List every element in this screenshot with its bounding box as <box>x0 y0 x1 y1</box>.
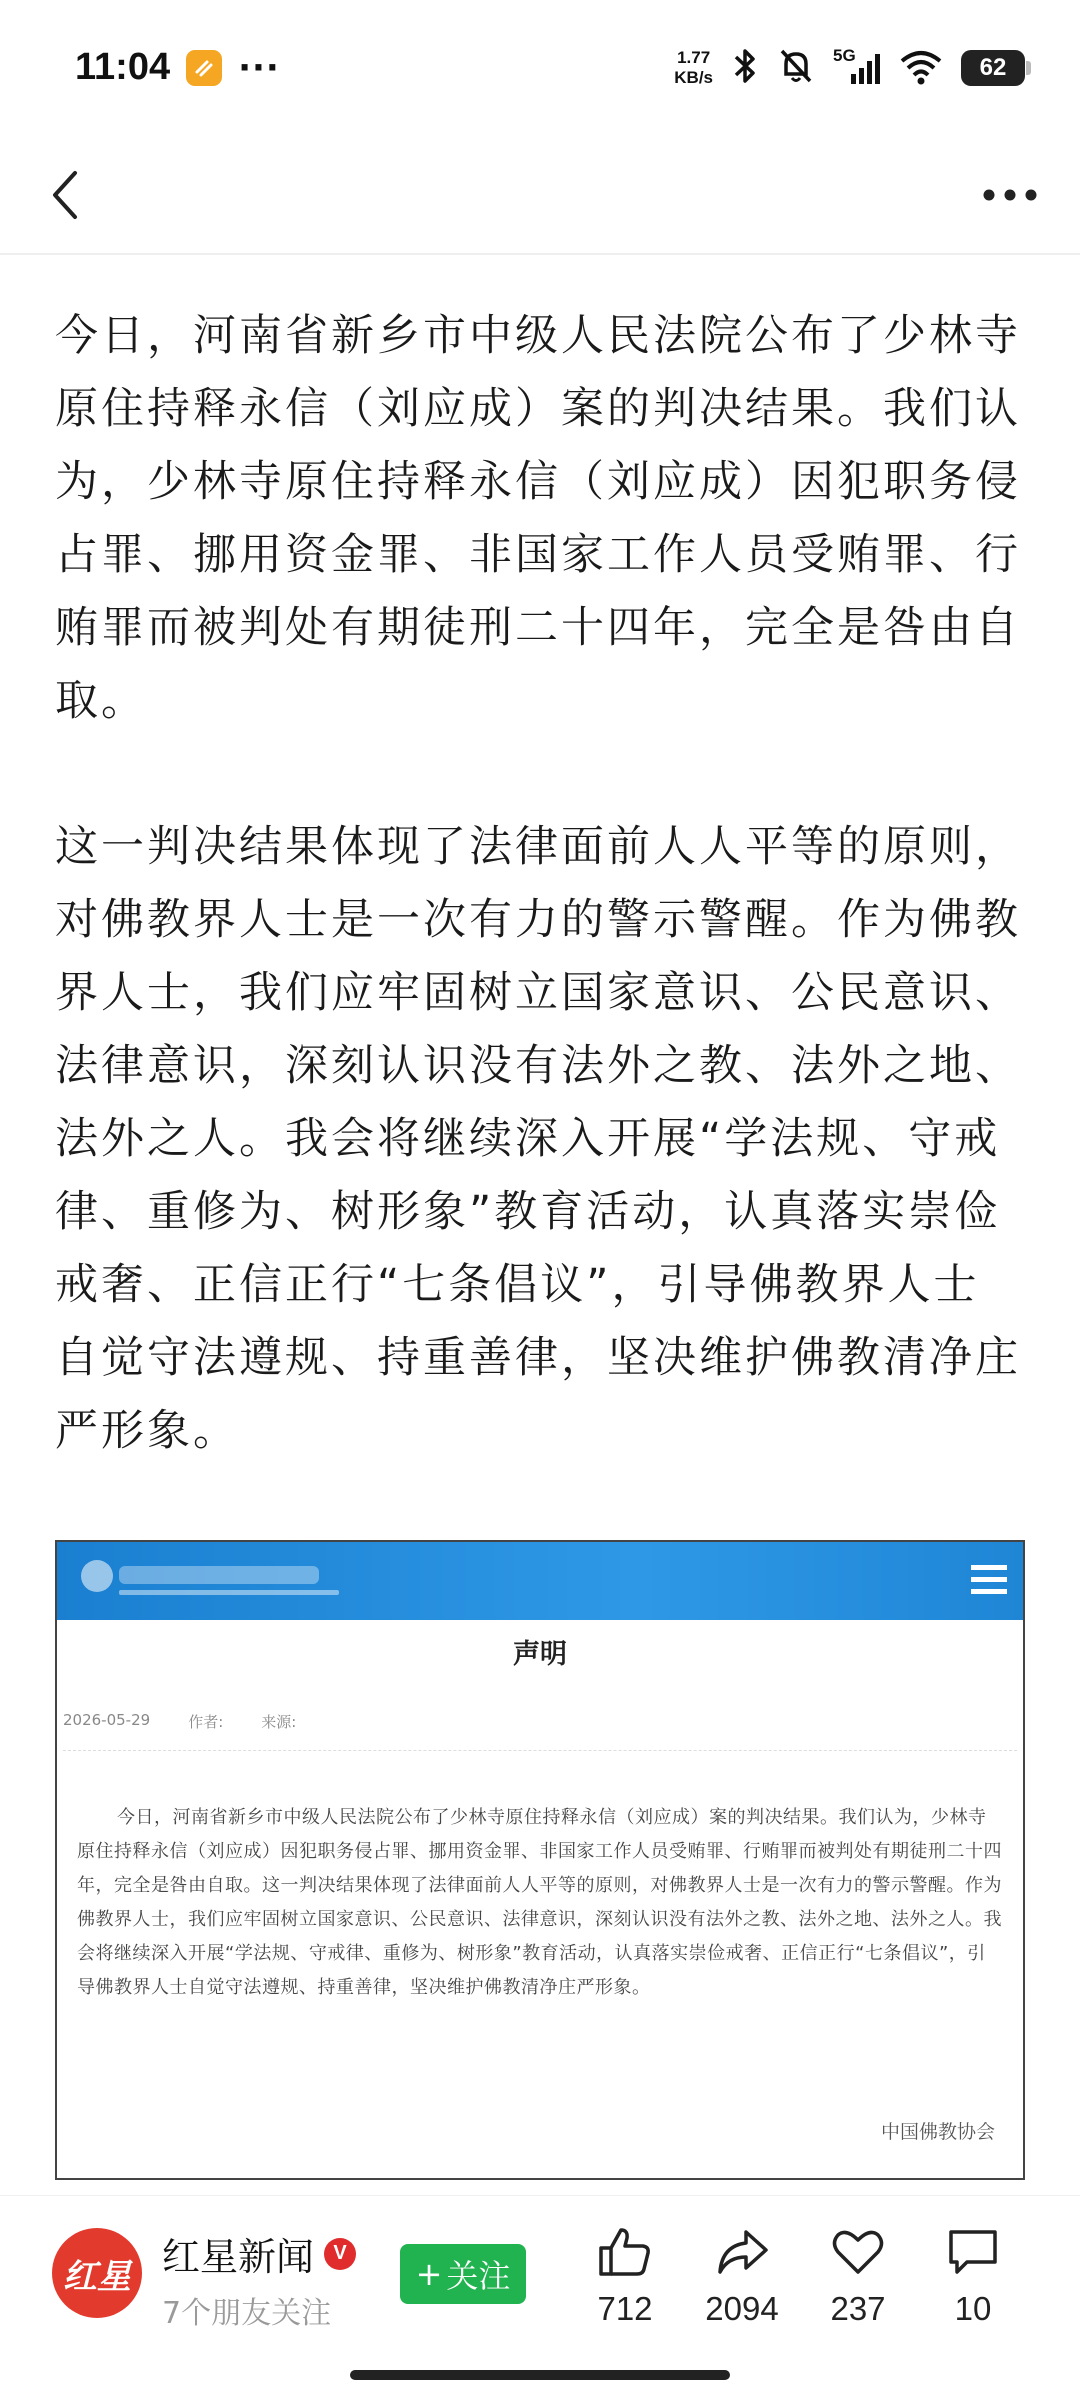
more-dots-icon <box>982 188 1038 202</box>
embed-body-text: 今日，河南省新乡市中级人民法院公布了少林寺原住持释永信（刘应成）案的判决结果。我们认为，少林寺原住持释永信（刘应成）因犯职务侵占罪、挪用资金罪、非国家工作人员受贿罪、行贿罪而被判处有期徒刑二十四年，完全是咎由自取。这一判决结果体现了法律面前人人平等的原则，对佛教界人士是一次有力的警示警醒。作为佛教界人士，我们应牢固树立国家意识、公民意识、法律意识，深刻认识没有法外之教、法外之地、法外之人。我会将继续深入开展“学法规、守戒律、重修为、树形象”教育活动，认真落实崇俭戒奢、正信正行“七条倡议”，引导佛教界人士自觉守法遵规、持重善律，坚决维护佛教清净庄严形象。 <box>77 1807 1002 1998</box>
network-speed <box>674 48 713 88</box>
network-type: 5G <box>833 45 856 65</box>
heart-icon <box>830 2226 886 2278</box>
chevron-left-icon <box>45 167 85 223</box>
article-paragraph-1: 今日，河南省新乡市中级人民法院公布了少林寺原住持释永信（刘应成）案的判决结果。我们认为，少林寺原住持释永信（刘应成）因犯职务侵占罪、挪用资金罪、非国家工作人员受贿罪、行贿罪而被判处有期徒刑二十四年，完全是咎由自取。 <box>55 311 1021 726</box>
statement-image[interactable] <box>55 1540 1025 2180</box>
comment-button[interactable] <box>918 2226 1028 2328</box>
embed-signature: 中国佛教协会 <box>880 2121 995 2143</box>
status-time: 11:04 <box>75 46 171 88</box>
buddhist-association-logo-icon <box>71 1552 371 1608</box>
share-button[interactable] <box>687 2226 797 2328</box>
battery-indicator: 62 <box>961 50 1025 86</box>
like-count: 712 <box>597 2290 653 2327</box>
follow-button[interactable] <box>400 2244 526 2304</box>
network-speed-value: 1.77 <box>677 47 711 67</box>
network-speed-unit: KB/s <box>674 67 713 87</box>
embed-author-label: 作者: <box>188 1713 224 1731</box>
verified-badge-icon: V <box>324 2238 356 2270</box>
friends-following-text: 7个朋友关注 <box>162 2296 332 2331</box>
favorite-count: 237 <box>830 2290 886 2327</box>
embed-title: 声明 <box>513 1639 567 1670</box>
plus-icon: + <box>415 2255 443 2293</box>
app-notification-icon <box>186 50 222 86</box>
status-right <box>674 46 1025 90</box>
comment-bubble-icon <box>945 2226 1001 2278</box>
cellular-signal-icon <box>833 45 881 88</box>
bluetooth-icon <box>731 46 759 90</box>
more-notifications-indicator: ··· <box>238 47 280 88</box>
wifi-icon <box>899 46 943 90</box>
share-arrow-icon <box>714 2226 770 2278</box>
like-button[interactable] <box>570 2226 680 2328</box>
home-indicator[interactable] <box>350 2370 730 2380</box>
more-options-button[interactable] <box>970 160 1050 230</box>
comment-count: 10 <box>954 2290 992 2327</box>
embed-source-label: 来源: <box>261 1713 297 1731</box>
share-count: 2094 <box>705 2290 779 2327</box>
publisher-name: 红星新闻 <box>162 2235 315 2279</box>
embed-meta <box>63 1711 1017 1751</box>
thumbs-up-icon <box>597 2226 653 2278</box>
embed-site-header <box>57 1542 1023 1620</box>
status-left <box>75 46 280 89</box>
hamburger-menu-icon <box>969 1560 1009 1600</box>
back-button[interactable] <box>30 160 100 230</box>
article-body <box>55 300 1025 1541</box>
status-bar <box>0 0 1080 135</box>
top-nav-bar <box>0 135 1080 255</box>
publisher-name-row[interactable] <box>162 2226 356 2281</box>
mute-bell-icon <box>777 46 815 90</box>
publisher-avatar[interactable]: 红星 <box>52 2228 142 2318</box>
embed-date: 2026-05-29 <box>63 1711 151 1729</box>
favorite-button[interactable] <box>803 2226 913 2328</box>
follow-label: 关注 <box>446 2257 511 2295</box>
article-paragraph-2: 这一判决结果体现了法律面前人人平等的原则，对佛教界人士是一次有力的警示警醒。作为佛教界人士，我们应牢固树立国家意识、公民意识、法律意识，深刻认识没有法外之教、法外之地、法外之人。我会将继续深入开展“学法规、守戒律、重修为、树形象”教育活动，认真落实崇俭戒奢、正信正行“七条倡议”，引导佛教界人士自觉守法遵规、持重善律，坚决维护佛教清净庄严形象。 <box>55 822 1021 1456</box>
